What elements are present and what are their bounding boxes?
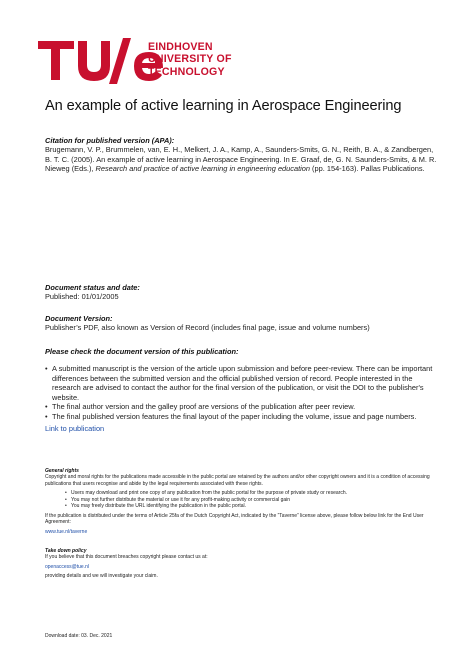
logo-u: [78, 41, 110, 81]
citation-section: [45, 136, 174, 145]
rights-section: [45, 468, 445, 535]
rights-bullet: • You may freely distribute the URL identifying the publication in the public portal.: [65, 503, 445, 510]
status-section: [45, 283, 140, 302]
citation-book-title: Research and practice of active learning in engineering education: [95, 164, 310, 174]
status-label: Document status and date:: [45, 283, 140, 292]
check-bullet: • The final published version features the final layout of the paper including the volume, issue and page numbers.: [45, 412, 442, 422]
rights-bullet: • Users may download and print one copy of any publication from the public portal for the purpose of private study or research.: [65, 490, 445, 497]
takedown-tail: providing details and we will investigate your claim.: [45, 572, 158, 579]
version-section: [45, 314, 445, 333]
takedown-text: If you believe that this document breaches copyright please contact us at:: [45, 554, 208, 560]
rights-bullet: • You may not further distribute the material or use it for any profit-making activity or commercial gain: [65, 497, 445, 504]
taverne-text: If the publication is distributed under the terms of Article 25fa of the Dutch Copyright Act, indicated by the “Taverne” license above, please follow below link for the End User Agreement:: [45, 512, 424, 525]
taverne-link[interactable]: www.tue.nl/taverne: [45, 528, 88, 535]
logo-slash: [109, 38, 131, 84]
logo-line: UNIVERSITY OF: [148, 53, 232, 66]
rights-label: General rights: [45, 468, 79, 474]
logo-line: TECHNOLOGY: [148, 65, 225, 78]
check-bullet: • A submitted manuscript is the version of the article upon submission and before peer-review. There can be important differences between the submitted version and the official published version of record. People interested in the research are advised to contact the author for the final version of the publication, or visit the DOI to the publisher's website.: [45, 364, 442, 402]
rights-list: [65, 490, 445, 510]
download-date: Download date: 03. Dec. 2021: [45, 633, 113, 639]
version-label: Document Version:: [45, 314, 113, 323]
check-section: [45, 347, 238, 356]
logo-wordmark: [148, 41, 232, 78]
citation-plain: Brugemann, V. P., Brummelen, van, E. H., Melkert, J. A., Kamp, A., Saunders-Smits, G. N., Reith, B. A., & Zandbergen, B. T. C. (2005). An example of active learning in Aerospace Engineering. In E. Graaf, de, G. N. Saunders-Smits, & M. R. Nieweg (Eds.),: [45, 145, 437, 174]
logo-line: EINDHOVEN: [148, 41, 213, 53]
version-value: Publisher’s PDF, also known as Version of Record (includes final page, issue and volume numbers): [45, 323, 370, 332]
takedown-label: Take down policy: [45, 548, 87, 554]
logo-t-stem: [51, 41, 60, 80]
citation-label: Citation for published version (APA):: [45, 136, 175, 145]
document-title: An example of active learning in Aerospace Engineering: [45, 98, 402, 114]
citation-text: [45, 145, 440, 174]
link-to-publication[interactable]: Link to publication: [45, 423, 105, 433]
rights-intro: Copyright and moral rights for the publications made accessible in the public portal are retained by the authors and/or other copyright owners and it is a condition of accessing publications that users recognise and abide by the legal requirements associated with these rights.: [45, 474, 430, 487]
status-value: Published: 01/01/2005: [45, 292, 119, 301]
check-bullet: • The final author version and the galley proof are versions of the publication after peer review.: [45, 402, 442, 412]
takedown-email[interactable]: openaccess@tue.nl: [45, 563, 89, 570]
check-list: [45, 364, 442, 433]
takedown-section: [45, 548, 445, 579]
check-label: Please check the document version of this publication:: [45, 347, 239, 356]
citation-tail: (pp. 154-163). Pallas Publications.: [310, 164, 425, 174]
